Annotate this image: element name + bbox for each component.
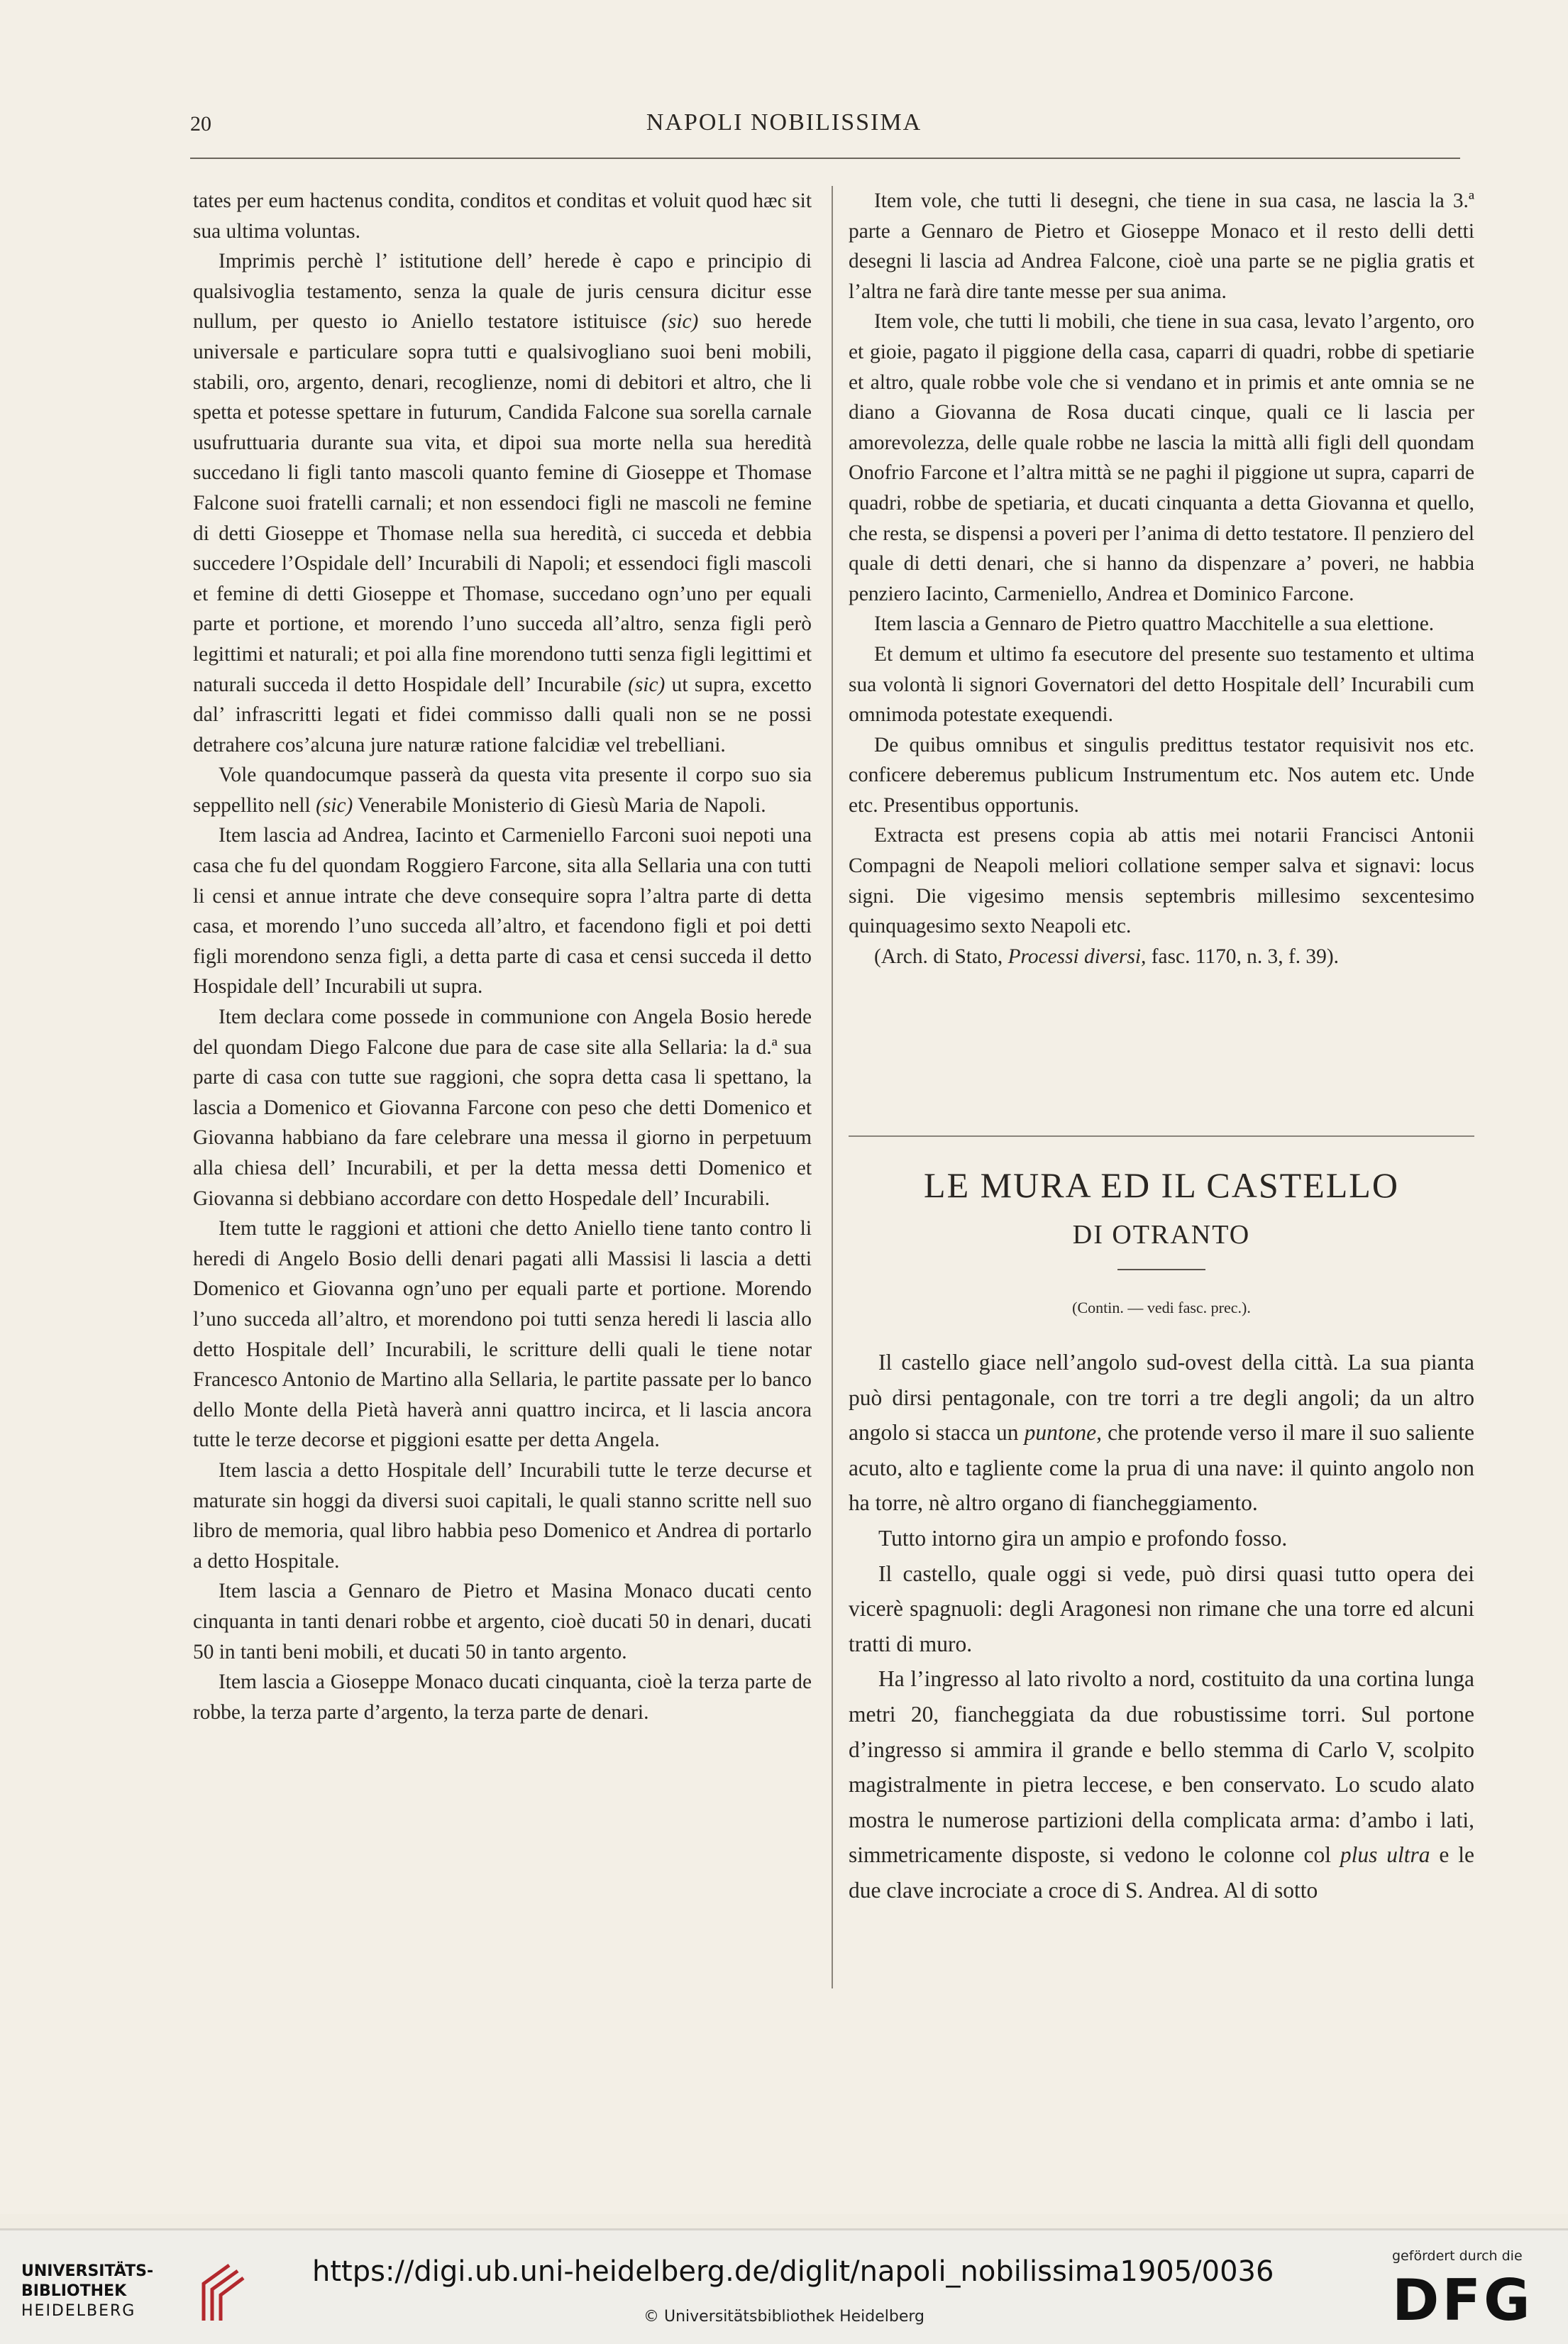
footer-bar — [0, 2228, 1568, 2344]
paragraph: Item lascia a Gioseppe Monaco ducati cinquanta, cioè la terza parte de robbe, la terza parte d’argento, la terza parte de denari. — [193, 1671, 812, 1724]
sic-note: (sic) — [661, 310, 699, 334]
archive-citation: (Arch. di Stato, Processi diversi, fasc. 1170, n. 3, f. 39). — [874, 945, 1339, 968]
sic-note: (sic) — [316, 793, 353, 817]
journal-title: NAPOLI NOBILISSIMA — [646, 109, 922, 136]
article-subtitle: DI OTRANTO — [1072, 1220, 1251, 1250]
paragraph: Vole quandocumque passerà da questa vita presente il corpo suo sia seppellito nell (sic) Venerabile Monisterio di Giesù Maria de Napoli. — [193, 764, 812, 817]
paragraph: De quibus omnibus et singulis predittus testator requisivit nos etc. conficere deberemus publicum Instrumentum etc. Nos autem etc. Unde etc. Presentibus opportunis. — [849, 733, 1474, 817]
paragraph: Et demum et ultimo fa esecutore del presente suo testamento et ultima sua volontà li signori Governatori del detto Hospitale dell’ Incurabili cum omnimoda potestate exequendi. — [849, 642, 1474, 727]
paragraph: Il castello, quale oggi si vede, può dirsi quasi tutto opera dei vicerè spagnuoli: degli Aragonesi non rimane che una torre ed alcuni tratti di muro. — [849, 1561, 1474, 1656]
page-number: 20 — [190, 112, 211, 136]
column-divider — [832, 186, 833, 1988]
paragraph: Item lascia a Gennaro de Pietro quattro Macchitelle a sua elettione. — [874, 612, 1435, 636]
funder-block[interactable] — [1384, 2248, 1547, 2333]
paragraph: Item tutte le raggioni et attioni che detto Aniello tiene tanto contro li heredi di Angelo Bosio delli denari pagati alli Massisi li lascia a detti Domenico et Giovanna ogn’uno per equali parte et portione. Morendo l’uno succeda all’altro, et morendono poi tutti senza heredi li lascia allo detto Hospitale dell’ Incurabili, le scritture delli quali le tiene notar Francesco Antonio de Martino alla Sellaria, le partite passate per lo banco dello Monte della Pietà haverà anni quattro incirca, et li lascia ancora tutte le terze decorse et piggioni esatte per detta Angela. — [193, 1217, 812, 1452]
library-name-line1: UNIVERSITÄTS- — [21, 2262, 154, 2280]
right-column — [849, 186, 1474, 972]
header-rule — [190, 158, 1460, 159]
library-name-line3: HEIDELBERG — [21, 2302, 136, 2320]
article-separator-rule — [849, 1135, 1474, 1137]
funding-caption: gefördert durch die — [1392, 2248, 1523, 2264]
paragraph: Item lascia ad Andrea, Iacinto et Carmeniello Farconi suoi nepoti una casa che fu del quondam Roggiero Farcone, sita alla Sellaria una con tutti li censi et annue intrate che deve consequire sopra l’altra parte di detta casa, et morendo l’uno succeda all’altro, et facendono figli et poi detti figli morendono senza figli, a detta parte di casa et censi succeda il detto Hospidale dell’ Incurabili ut supra. — [193, 824, 812, 998]
left-column — [193, 186, 812, 1727]
paragraph: Item vole, che tutti li desegni, che tiene in sua casa, ne lascia la 3.ª parte a Gennaro de Pietro et Gioseppe Monaco et il resto delli detti desegni li lascia ad Andrea Falcone, cioè una parte se ne piglia gratis et l’altra ne farà dire tante messe per sua anima. — [849, 189, 1474, 303]
footer-divider — [0, 2228, 1568, 2230]
running-head — [0, 106, 1568, 149]
paragraph: Item vole, che tutti li mobili, che tiene in sua casa, levato l’argento, oro et gioie, pagato il piggione della casa, caparri di quadri, robbe di spetiarie et altro, quale robbe vole che si vendano et in primis et ante omnia se ne diano a Giovanna de Rosa ducati cinque, quali ce li lascia per amorevolezza, delle quale robbe ne lascia la mittà alli figli dell quondam Onofrio Farcone et l’altra mittà se ne paghi il piggione ut supra, caparri de quadri, robbe de spetiaria, et ducati cinquanta a detta Giovanna et quello, che resta, se dispensi a poveri per l’anima di detto testatore. Il penziero del quale di detti denari, che si hanno da dispenzare a’ poveri, ne habbia penziero Iacinto, Carmeniello, Andrea et Dominico Farcone. — [849, 310, 1474, 605]
continuation-note: (Contin. — vedi fasc. prec.). — [1072, 1299, 1251, 1316]
paragraph: tates per eum hactenus condita, conditos et conditas et voluit quod hæc sit sua ultima voluntas. — [193, 189, 812, 243]
title-rule — [1117, 1269, 1205, 1270]
paragraph: Ha l’ingresso al lato rivolto a nord, costituito da una cortina lunga metri 20, fiancheggiata da due robustissime torri. Sul portone d’ingresso si ammira il grande e bello stemma di Carlo V, scolpito magistralmente in pietra leccese, e ben conservato. Lo scudo alato mostra le numerose partizioni della complicata arma: d’ambo i lati, simmetricamente disposte, si vedono le colonne col plus ultra e le due clave incrociate a croce di S. Andrea. Al di sotto — [849, 1666, 1475, 1903]
citation-title: Processi diversi, — [1007, 945, 1147, 968]
article-title: LE MURA ED IL CASTELLO — [924, 1165, 1399, 1205]
paragraph: Item declara come possede in communione con Angela Bosio herede del quondam Diego Falcone due para de case site alla Sellaria: la d.ª sua parte di casa con tutte sue raggioni, che sopra detta casa li spettano, la lascia a Domenico et Giovanna Farcone con peso che detti Domenico et Giovanna habbiano da fare celebrare una messa il giorno in perpetuum alla chiesa dell’ Incurabili, et per la detta messa detti Domenico et Giovanna si debbiano accordare con detto Hospedale dell’ Incurabili. — [193, 1006, 812, 1210]
paragraph: Extracta est presens copia ab attis mei notarii Francisci Antonii Compagni de Neapoli meliori collatione semper salva et signavi: locus signi. Die vigesimo mensis septembris millesimo sexcentesimo quinquagesimo sexto Neapoli etc. — [849, 824, 1474, 938]
copyright-notice: © Universitätsbibliothek Heidelberg — [643, 2308, 924, 2326]
paragraph: Item lascia a detto Hospitale dell’ Incurabili tutte le terze decurse et maturate sin hoggi da diversi suoi capitali, le quali stanno scritte nell suo libro de memoria, qual libro habbia peso Domenico et Andrea di portarlo a detto Hospitale. — [193, 1458, 812, 1573]
paragraph: Item lascia a Gennaro de Pietro et Masina Monaco ducati cento cinquanta in tanti denari robbe et argento, cioè ducati 50 in denari, ducati 50 in tanti beni mobili, et ducati 50 in tanto argento. — [193, 1580, 812, 1663]
dfg-logo: DFG — [1392, 2267, 1533, 2333]
permalink-url[interactable]: https://digi.ub.uni-heidelberg.de/diglit/napoli_nobilissima1905/0036 — [312, 2255, 1274, 2288]
paragraph: Il castello giace nell’angolo sud-ovest della città. La sua pianta può dirsi pentagonale, con tre torri a tre degli angoli; da un altro angolo si stacca un puntone, che protende verso il mare il suo saliente acuto, alto e tagliente come la prua di una nave: il quinto angolo non ha torre, nè altro organo di fiancheggiamento. — [849, 1350, 1475, 1516]
library-name-line2: BIBLIOTHEK — [21, 2282, 127, 2300]
paragraph: Tutto intorno gira un ampio e profondo fosso. — [878, 1525, 1288, 1551]
paragraph: Imprimis perchè l’ istitutione dell’ herede è capo e principio di qualsivoglia testamento, senza la quale de juris censura dicitur esse nullum, per questo io Aniello testatore istituisce (sic) suo herede universale e particulare sopra tutti e qualsivogliano suoi beni mobili, stabili, oro, argento, denari, recoglienze, nomi di debitori et altro, che li spetta et potesse spettare in futurum, Candida Falcone sua sorella carnale usufruttuaria durante sua vita, et dipoi sua morte nella sua heredità succedano li figli tanto mascoli quanto femine di Gioseppe et Thomase Falcone suoi fratelli carnali; et non essendoci figli ne mascoli ne femine di detti Gioseppe et Thomase nella sua heredità, ci succeda et debbia succedere l’Ospidale dell’ Incurabili di Napoli; et essendoci figli mascoli et femine di detti Gioseppe et Thomase, succedano ogn’uno per equali parte et portione, et morendo l’uno succeda all’altro, senza figli però legittimi et naturali; et poi alla fine morendono tutti senza figli legittimi et naturali succeda il detto Hospidale dell’ Incurabile (sic) ut supra, excetto dal’ infrascritti legati et fidei commisso dalli quali non se ne possi detrahere cos’alcuna jure naturæ ratione falcidiæ vel trebelliani. — [193, 250, 812, 756]
sic-note: (sic) — [628, 673, 666, 696]
article-body — [849, 1345, 1474, 1908]
